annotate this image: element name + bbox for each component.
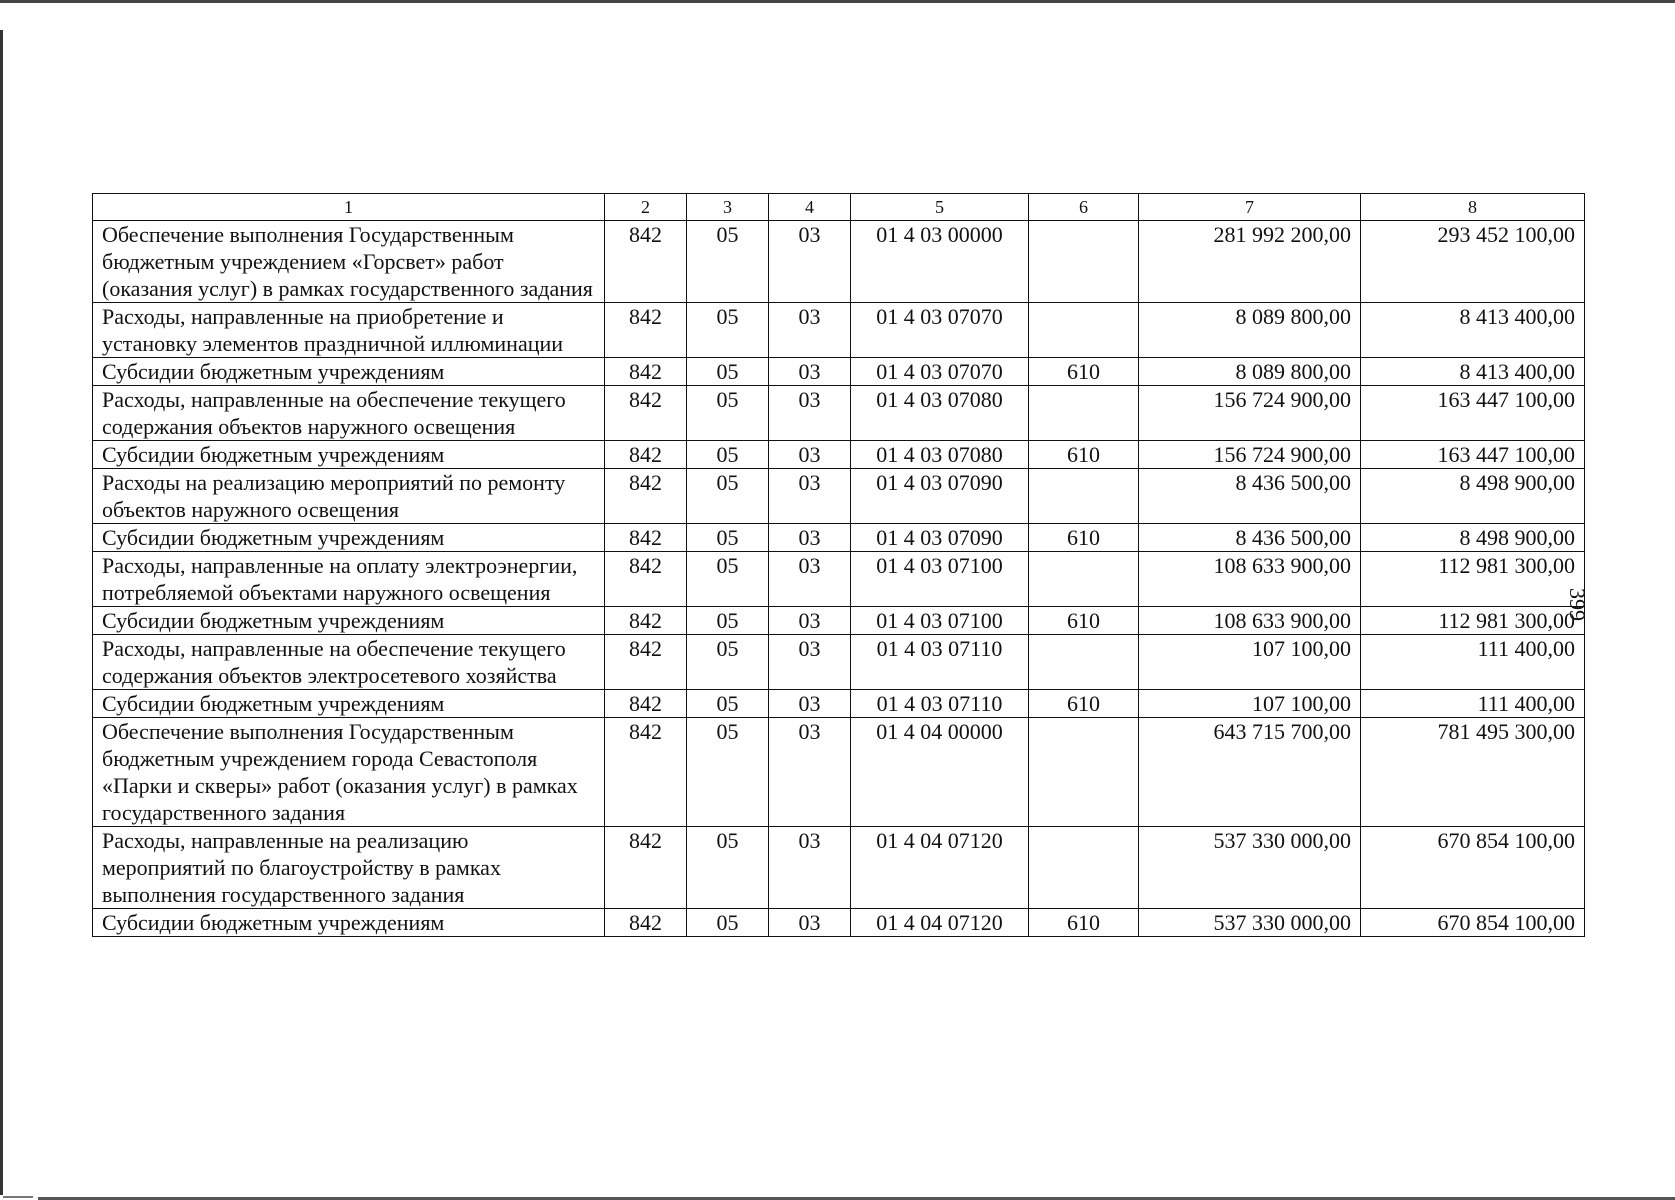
target-article-cell: 01 4 03 07090 — [851, 524, 1029, 552]
amount-year1-cell: 156 724 900,00 — [1139, 386, 1361, 441]
amount-year1-cell: 108 633 900,00 — [1139, 552, 1361, 607]
target-article-cell: 01 4 03 07070 — [851, 358, 1029, 386]
expense-type-cell: 610 — [1029, 607, 1139, 635]
department-code-cell: 842 — [605, 303, 687, 358]
expense-type-cell — [1029, 221, 1139, 303]
section-code-cell: 05 — [687, 635, 769, 690]
expense-type-cell: 610 — [1029, 441, 1139, 469]
subsection-code-cell: 03 — [769, 607, 851, 635]
section-code-cell: 05 — [687, 607, 769, 635]
table-row — [93, 221, 1585, 303]
expense-name-cell: Расходы, направленные на оплату электроэнергии, потребляемой объектами наружного освещения — [93, 552, 605, 607]
page-number: 399 — [1565, 588, 1590, 621]
amount-year2-cell: 163 447 100,00 — [1361, 386, 1585, 441]
target-article-cell: 01 4 03 07100 — [851, 552, 1029, 607]
amount-year2-cell: 781 495 300,00 — [1361, 718, 1585, 827]
subsection-code-cell: 03 — [769, 552, 851, 607]
target-article-cell: 01 4 03 07080 — [851, 441, 1029, 469]
amount-year2-cell: 111 400,00 — [1361, 635, 1585, 690]
section-code-cell: 05 — [687, 690, 769, 718]
expense-type-cell — [1029, 552, 1139, 607]
section-code-cell: 05 — [687, 358, 769, 386]
column-number: 6 — [1029, 194, 1139, 221]
section-code-cell: 05 — [687, 552, 769, 607]
budget-table — [92, 193, 1585, 937]
department-code-cell: 842 — [605, 827, 687, 909]
expense-name-cell: Расходы, направленные на обеспечение текущего содержания объектов электросетевого хозяйства — [93, 635, 605, 690]
table-row — [93, 718, 1585, 827]
amount-year2-cell: 112 981 300,00 — [1361, 552, 1585, 607]
subsection-code-cell: 03 — [769, 386, 851, 441]
table-row — [93, 469, 1585, 524]
target-article-cell: 01 4 03 07110 — [851, 690, 1029, 718]
target-article-cell: 01 4 03 07100 — [851, 607, 1029, 635]
amount-year1-cell: 537 330 000,00 — [1139, 909, 1361, 937]
amount-year2-cell: 112 981 300,00 — [1361, 607, 1585, 635]
amount-year2-cell: 293 452 100,00 — [1361, 221, 1585, 303]
department-code-cell: 842 — [605, 386, 687, 441]
department-code-cell: 842 — [605, 607, 687, 635]
target-article-cell: 01 4 03 07070 — [851, 303, 1029, 358]
target-article-cell: 01 4 04 00000 — [851, 718, 1029, 827]
column-number: 4 — [769, 194, 851, 221]
amount-year2-cell: 670 854 100,00 — [1361, 909, 1585, 937]
expense-name-cell: Субсидии бюджетным учреждениям — [93, 909, 605, 937]
target-article-cell: 01 4 03 07110 — [851, 635, 1029, 690]
target-article-cell: 01 4 03 07080 — [851, 386, 1029, 441]
department-code-cell: 842 — [605, 635, 687, 690]
subsection-code-cell: 03 — [769, 441, 851, 469]
amount-year2-cell: 111 400,00 — [1361, 690, 1585, 718]
scan-border-top — [0, 0, 1675, 3]
amount-year1-cell: 156 724 900,00 — [1139, 441, 1361, 469]
amount-year1-cell: 8 089 800,00 — [1139, 358, 1361, 386]
table-row — [93, 303, 1585, 358]
amount-year2-cell: 8 413 400,00 — [1361, 303, 1585, 358]
expense-name-cell: Расходы, направленные на приобретение и установку элементов праздничной иллюминации — [93, 303, 605, 358]
subsection-code-cell: 03 — [769, 358, 851, 386]
amount-year2-cell: 670 854 100,00 — [1361, 827, 1585, 909]
expense-type-cell: 610 — [1029, 690, 1139, 718]
subsection-code-cell: 03 — [769, 827, 851, 909]
subsection-code-cell: 03 — [769, 909, 851, 937]
expense-type-cell: 610 — [1029, 524, 1139, 552]
department-code-cell: 842 — [605, 358, 687, 386]
amount-year1-cell: 643 715 700,00 — [1139, 718, 1361, 827]
amount-year2-cell: 8 413 400,00 — [1361, 358, 1585, 386]
table-row — [93, 635, 1585, 690]
scan-border-left — [0, 30, 3, 1195]
target-article-cell: 01 4 04 07120 — [851, 827, 1029, 909]
expense-name-cell: Расходы, направленные на обеспечение текущего содержания объектов наружного освещения — [93, 386, 605, 441]
expense-type-cell — [1029, 386, 1139, 441]
expense-name-cell: Субсидии бюджетным учреждениям — [93, 607, 605, 635]
amount-year1-cell: 107 100,00 — [1139, 690, 1361, 718]
table-row — [93, 386, 1585, 441]
target-article-cell: 01 4 03 07090 — [851, 469, 1029, 524]
column-number: 1 — [93, 194, 605, 221]
section-code-cell: 05 — [687, 718, 769, 827]
expense-name-cell: Субсидии бюджетным учреждениям — [93, 690, 605, 718]
expense-name-cell: Субсидии бюджетным учреждениям — [93, 524, 605, 552]
expense-type-cell: 610 — [1029, 358, 1139, 386]
section-code-cell: 05 — [687, 827, 769, 909]
expense-name-cell: Обеспечение выполнения Государственным бюджетным учреждением города Севастополя «Парки и скверы» работ (оказания услуг) в рамках государственного задания — [93, 718, 605, 827]
amount-year1-cell: 8 436 500,00 — [1139, 469, 1361, 524]
column-number: 7 — [1139, 194, 1361, 221]
expense-type-cell — [1029, 303, 1139, 358]
section-code-cell: 05 — [687, 524, 769, 552]
subsection-code-cell: 03 — [769, 303, 851, 358]
column-number: 3 — [687, 194, 769, 221]
column-number: 8 — [1361, 194, 1585, 221]
amount-year1-cell: 8 089 800,00 — [1139, 303, 1361, 358]
expense-type-cell — [1029, 469, 1139, 524]
subsection-code-cell: 03 — [769, 524, 851, 552]
section-code-cell: 05 — [687, 303, 769, 358]
department-code-cell: 842 — [605, 441, 687, 469]
subsection-code-cell: 03 — [769, 221, 851, 303]
table-row — [93, 827, 1585, 909]
section-code-cell: 05 — [687, 909, 769, 937]
table-row — [93, 607, 1585, 635]
column-number: 2 — [605, 194, 687, 221]
section-code-cell: 05 — [687, 441, 769, 469]
amount-year1-cell: 108 633 900,00 — [1139, 607, 1361, 635]
table-row — [93, 524, 1585, 552]
target-article-cell: 01 4 04 07120 — [851, 909, 1029, 937]
column-number-row — [93, 194, 1585, 221]
expense-type-cell — [1029, 718, 1139, 827]
expense-name-cell: Обеспечение выполнения Государственным бюджетным учреждением «Горсвет» работ (оказания услуг) в рамках государственного задания — [93, 221, 605, 303]
target-article-cell: 01 4 03 00000 — [851, 221, 1029, 303]
table-row — [93, 690, 1585, 718]
expense-type-cell: 610 — [1029, 909, 1139, 937]
amount-year2-cell: 8 498 900,00 — [1361, 524, 1585, 552]
amount-year1-cell: 107 100,00 — [1139, 635, 1361, 690]
expense-type-cell — [1029, 635, 1139, 690]
department-code-cell: 842 — [605, 909, 687, 937]
subsection-code-cell: 03 — [769, 690, 851, 718]
subsection-code-cell: 03 — [769, 718, 851, 827]
department-code-cell: 842 — [605, 524, 687, 552]
expense-name-cell: Расходы, направленные на реализацию мероприятий по благоустройству в рамках выполнения государственного задания — [93, 827, 605, 909]
department-code-cell: 842 — [605, 690, 687, 718]
subsection-code-cell: 03 — [769, 469, 851, 524]
amount-year1-cell: 281 992 200,00 — [1139, 221, 1361, 303]
budget-table-body — [93, 194, 1585, 937]
table-row — [93, 909, 1585, 937]
subsection-code-cell: 03 — [769, 635, 851, 690]
expense-name-cell: Субсидии бюджетным учреждениям — [93, 441, 605, 469]
amount-year1-cell: 537 330 000,00 — [1139, 827, 1361, 909]
department-code-cell: 842 — [605, 552, 687, 607]
scan-mark — [3, 1196, 33, 1198]
table-row — [93, 358, 1585, 386]
amount-year2-cell: 163 447 100,00 — [1361, 441, 1585, 469]
department-code-cell: 842 — [605, 718, 687, 827]
table-row — [93, 441, 1585, 469]
amount-year2-cell: 8 498 900,00 — [1361, 469, 1585, 524]
table-row — [93, 552, 1585, 607]
section-code-cell: 05 — [687, 386, 769, 441]
section-code-cell: 05 — [687, 469, 769, 524]
expense-name-cell: Субсидии бюджетным учреждениям — [93, 358, 605, 386]
section-code-cell: 05 — [687, 221, 769, 303]
expense-type-cell — [1029, 827, 1139, 909]
amount-year1-cell: 8 436 500,00 — [1139, 524, 1361, 552]
expense-name-cell: Расходы на реализацию мероприятий по ремонту объектов наружного освещения — [93, 469, 605, 524]
department-code-cell: 842 — [605, 469, 687, 524]
column-number: 5 — [851, 194, 1029, 221]
department-code-cell: 842 — [605, 221, 687, 303]
